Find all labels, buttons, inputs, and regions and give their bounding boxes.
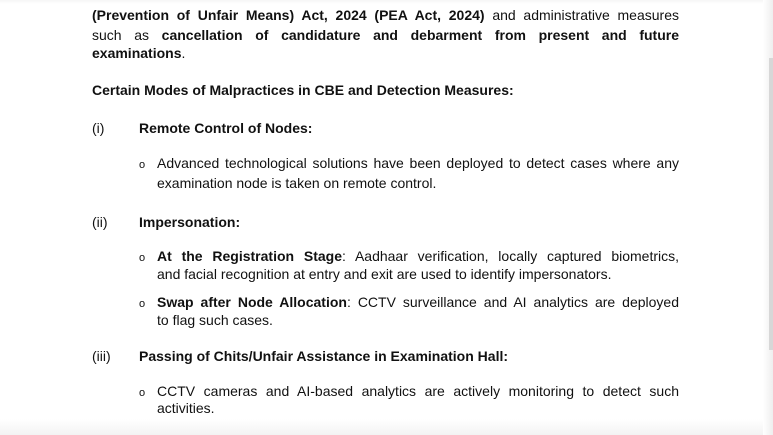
bullet-marker: o (139, 159, 146, 171)
section-heading: Certain Modes of Malpractices in CBE and Detection Measures: (92, 82, 514, 98)
bullet-marker: o (139, 387, 146, 399)
bullet-text: : Aadhaar verification, locally captured biometrics, (342, 248, 679, 264)
act-name-bold: (Prevention of Unfair Means) Act, 2024 (PEA Act, 2024) (92, 7, 485, 23)
bullet-text: : CCTV surveillance and AI analytics are deployed (346, 294, 679, 310)
intro-text: such as (92, 27, 162, 43)
section-title: Remote Control of Nodes: (139, 120, 313, 136)
measures-bold: examinations (92, 45, 182, 61)
bullet-line: Advanced technological solutions have been deployed to detect cases where any (157, 155, 679, 171)
bullet-line (157, 293, 679, 311)
intro-text: and administrative measures (484, 7, 679, 23)
measures-bold: cancellation of candidature and debarment from present and future (161, 27, 680, 43)
bullet-bold-label: Swap after Node Allocation (157, 294, 347, 310)
section-title: Passing of Chits/Unfair Assistance in Examination Hall: (139, 348, 509, 364)
page-top-edge (0, 0, 773, 4)
bullet-line: CCTV cameras and AI-based analytics are actively monitoring to detect such (157, 383, 679, 399)
bullet-marker: o (139, 298, 146, 310)
intro-line-1 (92, 6, 679, 24)
bullet-marker: o (139, 252, 146, 264)
bullet-line (157, 247, 679, 265)
intro-line-2 (92, 26, 679, 44)
page-bottom-edge (0, 419, 773, 435)
bullet-line: and facial recognition at entry and exit are used to identify impersonators. (157, 266, 612, 282)
section-number: (iii) (92, 348, 111, 364)
section-number: (ii) (92, 214, 108, 230)
bullet-line: examination node is taken on remote control. (157, 175, 437, 191)
bullet-line: to flag such cases. (157, 312, 273, 328)
intro-line-3 (92, 44, 679, 62)
scrollbar-track (769, 58, 773, 350)
bullet-line: activities. (157, 400, 215, 416)
intro-text: . (181, 45, 186, 61)
section-number: (i) (92, 120, 105, 136)
section-title: Impersonation: (139, 214, 241, 230)
bullet-bold-label: At the Registration Stage (157, 248, 343, 264)
